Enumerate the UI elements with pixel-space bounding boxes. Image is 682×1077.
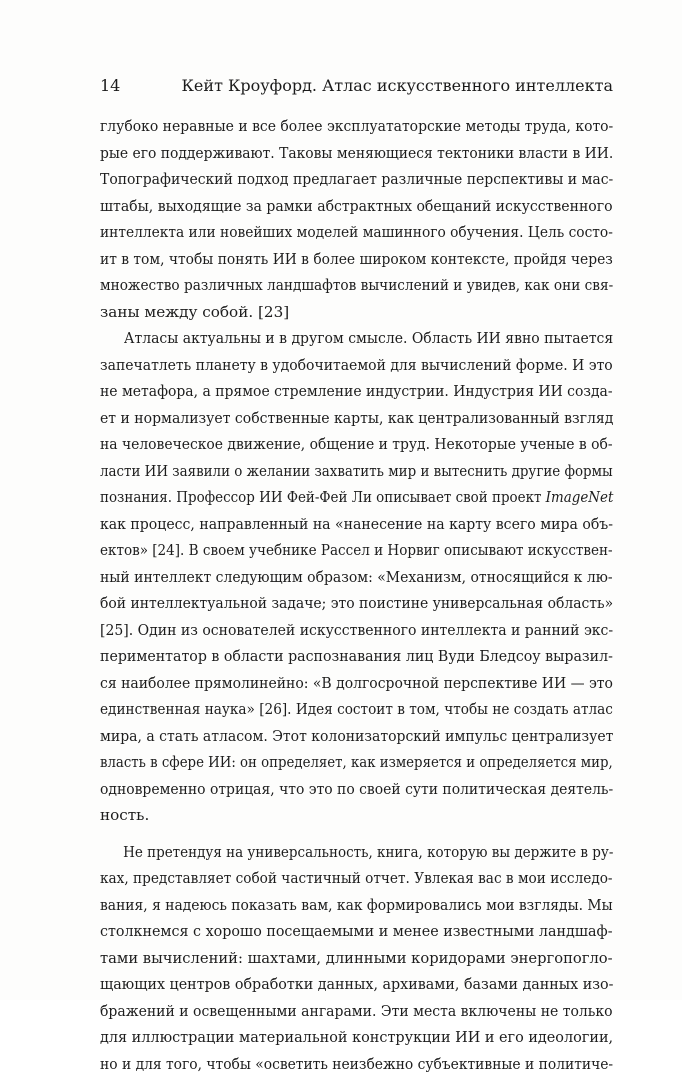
- paragraph: [100, 113, 613, 325]
- text-line: как процесс, направленный на «нанесение на карту всего мира объ-: [100, 511, 575, 538]
- text-line: интеллекта или новейших моделей машинного обучения. Цель состо-: [100, 219, 565, 246]
- text-line: ный интеллект следующим образом: «Механизм, относящийся к лю-: [100, 564, 572, 591]
- text-line: единственная наука» [26]. Идея состоит в том, чтобы не создать атлас: [100, 696, 560, 723]
- text-line: периментатор в области распознавания лиц Вуди Бледсоу выразил-: [100, 643, 578, 670]
- text-line: но и для того, чтобы «осветить неизбежно субъективные и политиче-: [100, 1051, 567, 1077]
- page-number: 14: [100, 76, 120, 95]
- running-title: Кейт Кроуфорд. Атлас искусственного интеллекта: [182, 76, 613, 95]
- text-line: запечатлеть планету в удобочитаемой для вычислений форме. И это: [100, 352, 572, 379]
- text-line: власть в сфере ИИ: он определяет, как измеряется и определяется мир,: [100, 749, 549, 776]
- text-line: штабы, выходящие за рамки абстрактных обещаний искусственного: [100, 193, 574, 220]
- text-line: рые его поддерживают. Таковы меняющиеся тектоники власти в ИИ.: [100, 140, 568, 167]
- text-line: столкнемся с хорошо посещаемыми и менее известными ландшаф-: [100, 918, 582, 945]
- text-line: ность.: [100, 802, 613, 829]
- text-line: ках, представляет собой частичный отчет. Увлекая вас в мои исследо-: [100, 865, 561, 892]
- text-line: глубоко неравные и все более эксплуататорские методы труда, кото-: [100, 113, 571, 140]
- running-header: [100, 76, 613, 95]
- text-line: мира, а стать атласом. Этот колонизаторский импульс централизует: [100, 723, 572, 750]
- text-line: Не претендуя на универсальность, книга, которую вы держите в ру-: [100, 839, 555, 866]
- text-line: познания. Профессор ИИ Фей-Фей Ли описывает свой проект ImageNet: [100, 484, 554, 511]
- text-line: не метафора, а прямое стремление индустрии. Индустрия ИИ созда-: [100, 378, 571, 405]
- text-line: бражений и освещенными ангарами. Эти места включены не только: [100, 998, 572, 1025]
- text-line: на человеческое движение, общение и труд. Некоторые ученые в об-: [100, 431, 569, 458]
- text-line: вания, я надеюсь показать вам, как формировались мои взгляды. Мы: [100, 892, 568, 919]
- body-text: [100, 113, 613, 1077]
- text-line: щающих центров обработки данных, архивами, базами данных изо-: [100, 971, 582, 998]
- text-line: [25]. Один из основателей искусственного интеллекта и ранний экс-: [100, 617, 573, 644]
- text-line: ся наиболее прямолинейно: «В долгосрочной перспективе ИИ — это: [100, 670, 572, 697]
- text-line: множество различных ландшафтов вычислений и увидев, как они свя-: [100, 272, 561, 299]
- paragraph: [100, 325, 613, 829]
- text-line: тами вычислений: шахтами, длинными коридорами энергопогло-: [100, 945, 597, 972]
- text-line: ет и нормализует собственные карты, как централизованный взгляд: [100, 405, 573, 432]
- text-line: ласти ИИ заявили о желании захватить мир и вытеснить другие формы: [100, 458, 553, 485]
- text-line: ектов» [24]. В своем учебнике Рассел и Норвиг описывают искусствен-: [100, 537, 557, 564]
- text-line: Топографический подход предлагает различные перспективы и мас-: [100, 166, 572, 193]
- text-line: заны между собой. [23]: [100, 299, 613, 326]
- text-line: для иллюстрации материальной конструкции ИИ и его идеологии,: [100, 1024, 586, 1051]
- text-line: одновременно отрицая, что это по своей сути политическая деятель-: [100, 776, 570, 803]
- text-line: Атласы актуальны и в другом смысле. Область ИИ явно пытается: [100, 325, 572, 352]
- paragraph: [100, 839, 613, 1077]
- text-line: ит в том, чтобы понять ИИ в более широком контексте, пройдя через: [100, 246, 567, 273]
- text-line: бой интеллектуальной задаче; это поистине универсальная область»: [100, 590, 570, 617]
